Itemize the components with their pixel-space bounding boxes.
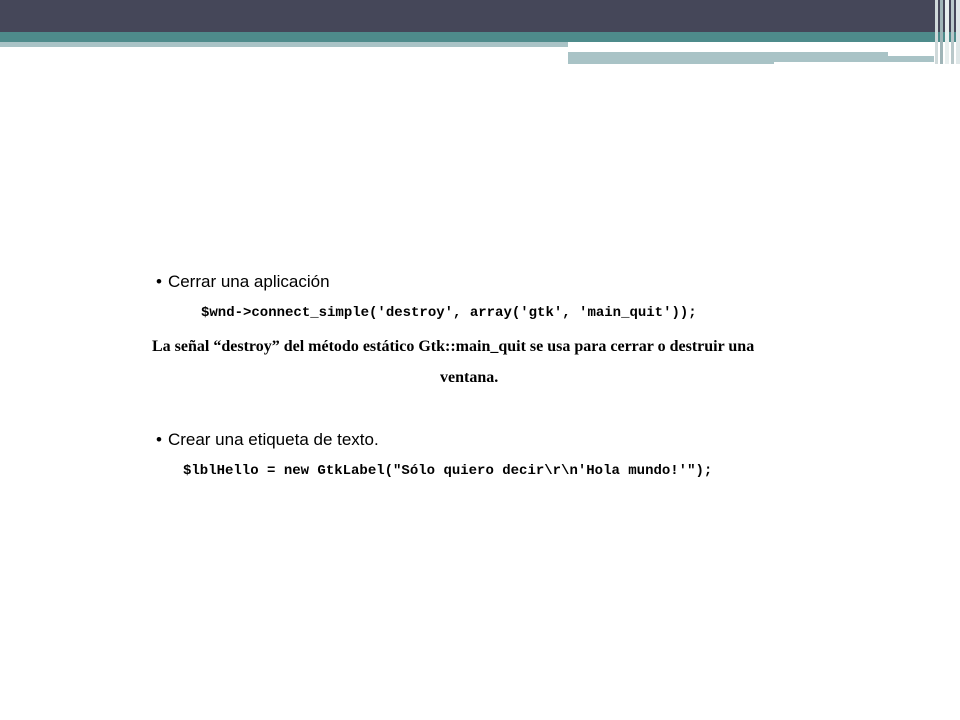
- bullet-dot: •: [156, 430, 162, 449]
- header-teal-band: [0, 32, 960, 42]
- code-connect-destroy: $wnd->connect_simple('destroy', array('gtk', 'main_quit'));: [201, 305, 697, 321]
- description-line-1: La señal “destroy” del método estático Gtk::main_quit se usa para cerrar o destruir una: [152, 338, 755, 355]
- header-light-line-right-lower: [568, 56, 774, 64]
- bullet-item-close-app: [156, 272, 330, 292]
- header-light-line-right-tail: [774, 56, 934, 62]
- code-gtklabel: $lblHello = new GtkLabel("Sólo quiero decir\r\n'Hola mundo!'");: [183, 463, 713, 479]
- bullet-dot: •: [156, 272, 162, 291]
- description-line-2: ventana.: [440, 369, 499, 386]
- header-dark-band: [0, 0, 960, 32]
- bullet-item-create-label: [156, 430, 379, 450]
- header-light-line-left: [0, 42, 568, 47]
- bullet-heading: Cerrar una aplicación: [167, 272, 330, 291]
- header-corner-stripes: [930, 0, 960, 64]
- bullet-heading: Crear una etiqueta de texto.: [167, 430, 379, 449]
